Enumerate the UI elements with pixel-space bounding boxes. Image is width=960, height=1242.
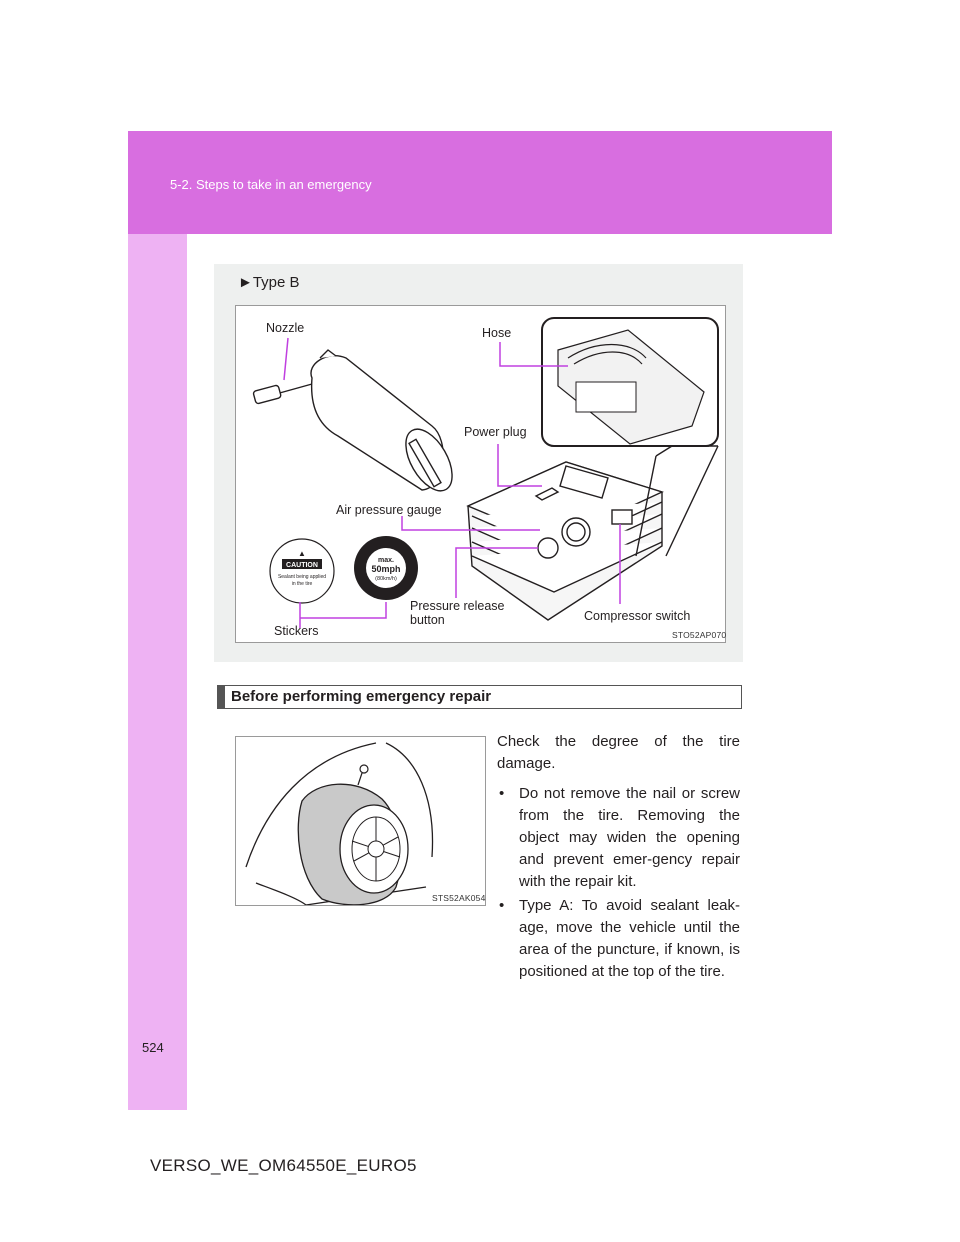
bullet-item: [497, 783, 740, 893]
bullet-text: Do not remove the nail or screw from the tire. Removing the object may widen the opening and prevent emer-gency repair with the repair kit.: [519, 785, 740, 890]
callout-compressor-switch: Compressor switch: [584, 609, 691, 623]
svg-text:in the tire: in the tire: [291, 581, 313, 587]
speed-sticker: [354, 536, 418, 600]
svg-text:(80km/h): (80km/h): [375, 576, 397, 582]
heading-marker: [218, 686, 225, 708]
section-title: 5-2. Steps to take in an emergency: [170, 177, 372, 192]
bullet-item: [497, 895, 740, 983]
tire-figure-code: STS52AK054: [432, 893, 486, 903]
callout-nozzle: Nozzle: [266, 321, 305, 335]
tire-illustration: [235, 736, 486, 906]
svg-text:CAUTION: CAUTION: [286, 562, 318, 569]
svg-text:▲: ▲: [298, 549, 306, 558]
compressor: [468, 462, 662, 620]
bullet-dot: •: [499, 785, 505, 802]
section-heading: [217, 685, 742, 709]
svg-text:max.: max.: [378, 557, 394, 564]
callout-stickers: Stickers: [274, 624, 319, 638]
tire-drawing: [236, 737, 485, 905]
repair-kit-illustration: [235, 305, 726, 643]
type-label: ►Type B: [238, 274, 300, 291]
svg-text:50mph: 50mph: [371, 564, 401, 574]
bullet-text: Type A: To avoid sealant leak-age, move the vehicle until the area of the puncture, if known, is positioned at the top of the tire.: [519, 897, 740, 980]
body-text: [497, 731, 740, 985]
page-number: 524: [142, 1040, 164, 1055]
figure-code: STO52AP070: [672, 630, 727, 640]
callout-hose: Hose: [482, 326, 512, 340]
bullet-dot: •: [499, 897, 505, 914]
intro-paragraph: Check the degree of the tire damage.: [497, 733, 740, 772]
repair-kit-drawing: [236, 306, 725, 642]
callout-power-plug: Power plug: [464, 425, 527, 439]
side-strip: [128, 234, 187, 1110]
callout-pressure-release: Pressure release button: [410, 599, 505, 627]
callout-air-pressure-gauge: Air pressure gauge: [336, 503, 442, 517]
section-heading-text: Before performing emergency repair: [231, 688, 492, 705]
svg-text:Sealant being applied: Sealant being applied: [277, 574, 327, 580]
document-code: VERSO_WE_OM64550E_EURO5: [150, 1156, 417, 1175]
caution-sticker: [270, 539, 334, 603]
